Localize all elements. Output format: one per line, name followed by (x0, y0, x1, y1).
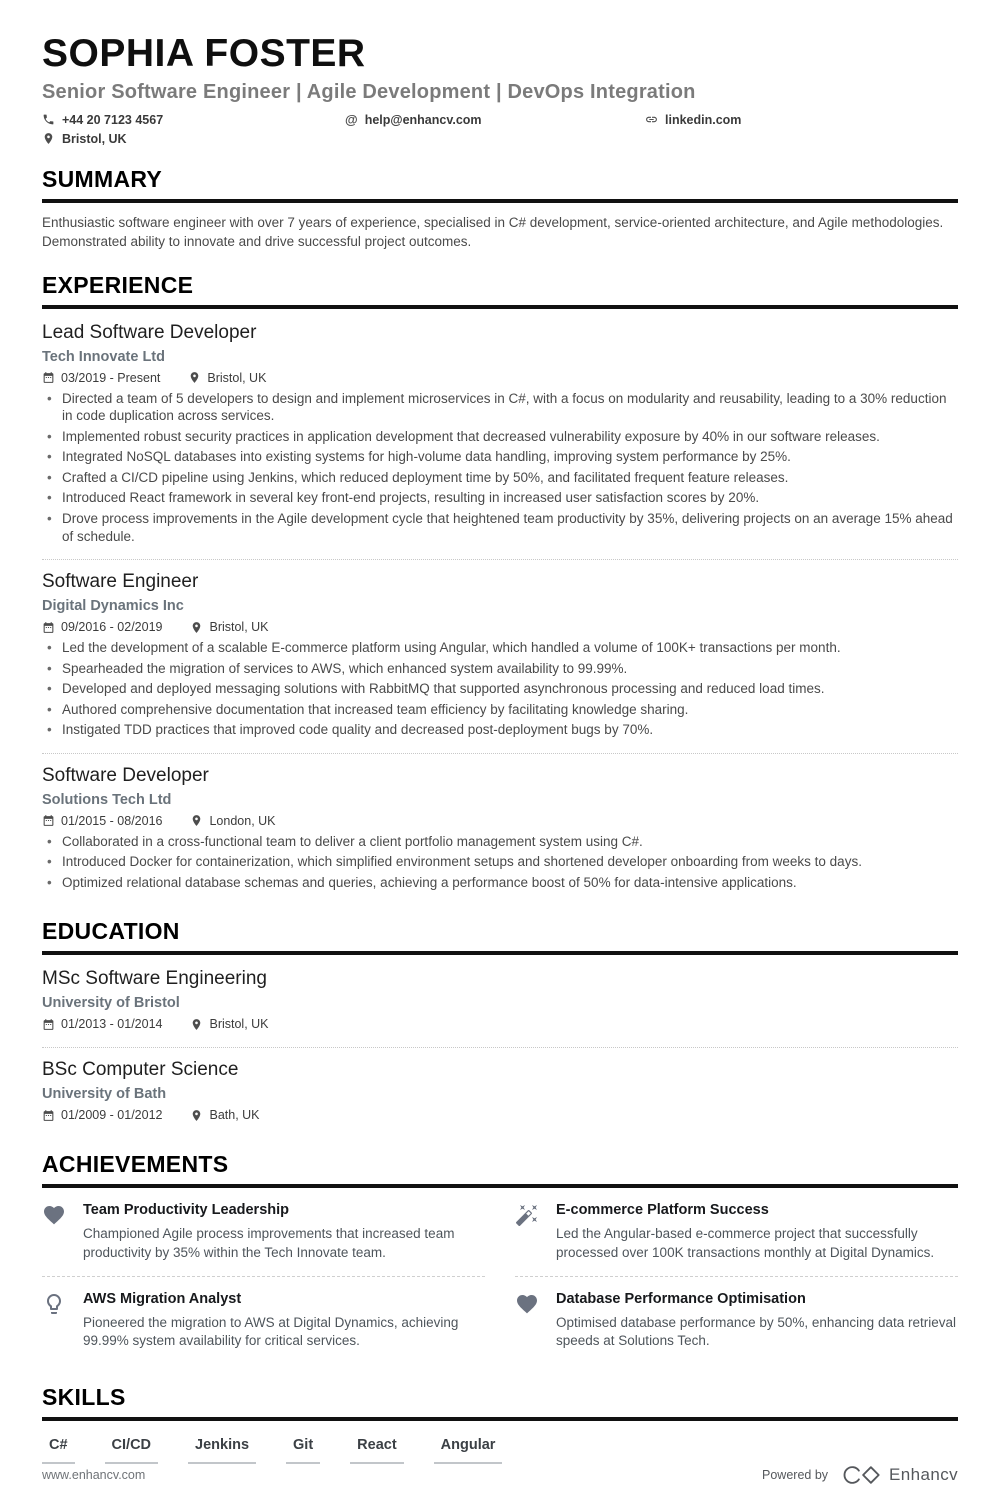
contact-phone-label: +44 20 7123 4567 (62, 112, 164, 127)
degree-location-label: Bath, UK (209, 1108, 260, 1123)
entry-divider (42, 1047, 958, 1048)
job-location-label: London, UK (209, 813, 276, 828)
bullet: • Instigated TDD practices that improved code quality and decreased post-deployment bugs by 70%. (42, 721, 958, 739)
summary-text: Enthusiastic software engineer with over 7 years of experience, specialised in C# development, service-oriented architecture, and Agile methodologies. Demonstrated ability to innovate and drive successful project outcomes. (42, 214, 944, 249)
job-bullets (42, 390, 958, 545)
degree-title: MSc Software Engineering (42, 968, 267, 990)
link-icon (645, 113, 658, 126)
achievement-item (42, 1192, 485, 1276)
achievement-item (515, 1192, 958, 1276)
school-name: University of Bristol (42, 995, 180, 1012)
calendar-icon (42, 621, 55, 634)
calendar-icon (42, 1018, 55, 1031)
skill-tag: CI/CD (105, 1437, 158, 1464)
achievements-heading: ACHIEVEMENTS (42, 1151, 958, 1188)
achievement-item (515, 1277, 958, 1364)
section-achievements (42, 1151, 958, 1364)
location-pin-icon (188, 371, 201, 384)
company-name: Solutions Tech Ltd (42, 791, 172, 808)
achievement-title: Team Productivity Leadership (83, 1202, 290, 1219)
job-dates (42, 620, 162, 634)
degree-location (190, 1108, 259, 1122)
achievements-grid (42, 1188, 958, 1364)
education-entry (42, 1057, 958, 1131)
powered-by-label: Powered by (762, 1468, 829, 1483)
enhancv-logo-icon (840, 1464, 882, 1486)
achievement-title: AWS Migration Analyst (83, 1290, 242, 1307)
brand-name: Enhancv (889, 1465, 958, 1485)
job-location (190, 814, 275, 828)
achievement-title: E-commerce Platform Success (556, 1202, 769, 1219)
calendar-icon (42, 371, 55, 384)
skills-heading: SKILLS (42, 1384, 958, 1421)
section-skills (42, 1384, 958, 1464)
summary-heading: SUMMARY (42, 166, 958, 203)
job-dates-label: 03/2019 - Present (61, 370, 161, 385)
section-experience (42, 272, 958, 899)
location-pin-icon (190, 1018, 203, 1031)
phone-icon (42, 113, 55, 126)
experience-entry (42, 320, 958, 552)
bullet: • Directed a team of 5 developers to design and implement microservices in C#, with a focus on modularity and reusability, leading to a 30% reduction in code duplication across services. (42, 390, 958, 425)
job-dates (42, 371, 160, 385)
skill-tag: Git (286, 1437, 320, 1464)
achievement-title: Database Performance Optimisation (556, 1290, 806, 1307)
degree-dates (42, 1108, 162, 1122)
contact-location-label: Bristol, UK (62, 131, 127, 146)
at-icon: @ (345, 112, 358, 128)
footer (42, 1464, 958, 1486)
heart-icon (515, 1291, 541, 1350)
job-location (190, 620, 268, 634)
achievement-text: Led the Angular-based e-commerce project that successfully processed over 100K transactions monthly at Digital Dynamics. (556, 1226, 935, 1260)
skill-tag: C# (42, 1437, 75, 1464)
contact-link-label: linkedin.com (665, 112, 742, 127)
contact-email[interactable] (345, 113, 645, 127)
footer-website-link[interactable]: www.enhancv.com (42, 1468, 146, 1483)
job-headline: Senior Software Engineer | Agile Development | DevOps Integration (42, 80, 696, 103)
achievement-text: Optimised database performance by 50%, enhancing data retrieval speeds at Solutions Tech. (556, 1314, 956, 1349)
skills-row (42, 1421, 958, 1464)
calendar-icon (42, 1109, 55, 1122)
degree-dates-label: 01/2013 - 01/2014 (61, 1017, 163, 1032)
degree-meta (42, 1108, 958, 1122)
job-meta (42, 371, 958, 385)
location-pin-icon (190, 1109, 203, 1122)
heart-icon (42, 1202, 68, 1261)
skill-tag: Jenkins (188, 1437, 256, 1464)
degree-dates (42, 1017, 162, 1031)
skill-tag: React (350, 1437, 404, 1464)
achievement-text: Pioneered the migration to AWS at Digital Dynamics, achieving 99.99% system availability for critical services. (83, 1314, 459, 1349)
powered-by[interactable] (762, 1464, 958, 1486)
section-education (42, 918, 958, 1131)
location-pin-icon (190, 814, 203, 827)
bullet: • Drove process improvements in the Agile development cycle that heightened team productivity by 35%, delivering projects on an average 15% ahead of schedule. (42, 510, 958, 545)
bullet: • Developed and deployed messaging solutions with RabbitMQ that supported asynchronous processing and reduced load times. (42, 680, 958, 698)
bullet: • Authored comprehensive documentation that increased team efficiency by facilitating knowledge sharing. (42, 701, 958, 719)
achievement-text: Championed Agile process improvements that increased team productivity by 35% within the Tech Innovate team. (83, 1226, 455, 1260)
job-title: Software Engineer (42, 571, 199, 593)
contact-row (42, 113, 958, 146)
company-name: Tech Innovate Ltd (42, 348, 165, 365)
degree-title: BSc Computer Science (42, 1059, 239, 1081)
bullet: • Integrated NoSQL databases into existing systems for high-volume data handling, improving system performance by 25%. (42, 448, 958, 466)
calendar-icon (42, 814, 55, 827)
degree-location-label: Bristol, UK (209, 1017, 269, 1032)
job-location (188, 371, 266, 385)
entry-divider (42, 559, 958, 560)
experience-entry (42, 569, 958, 746)
company-name: Digital Dynamics Inc (42, 598, 184, 615)
job-dates-label: 01/2015 - 08/2016 (61, 813, 163, 828)
enhancv-brand (840, 1464, 958, 1486)
person-name: SOPHIA FOSTER (42, 32, 366, 75)
job-bullets (42, 833, 958, 892)
header (42, 34, 958, 146)
experience-entry (42, 763, 958, 899)
contact-email-label: help@enhancv.com (364, 112, 482, 127)
contact-phone[interactable] (42, 113, 345, 127)
bullet: • Collaborated in a cross-functional team to deliver a client portfolio management system using C#. (42, 833, 958, 851)
degree-dates-label: 01/2009 - 01/2012 (61, 1108, 163, 1123)
bullet: • Implemented robust security practices in application development that decreased vulnerability exposure by 40% in our software releases. (42, 428, 958, 446)
degree-location (190, 1017, 268, 1031)
job-bullets (42, 639, 958, 739)
contact-location (42, 132, 958, 146)
bullet: • Introduced Docker for containerization, which simplified environment setups and shortened developer onboarding from weeks to days. (42, 853, 958, 871)
lightbulb-icon (42, 1291, 68, 1350)
location-pin-icon (190, 621, 203, 634)
school-name: University of Bath (42, 1086, 167, 1103)
job-meta (42, 620, 958, 634)
education-entry (42, 966, 958, 1040)
job-title: Lead Software Developer (42, 321, 257, 343)
job-location-label: Bristol, UK (209, 620, 269, 635)
experience-heading: EXPERIENCE (42, 272, 958, 309)
job-location-label: Bristol, UK (207, 370, 267, 385)
bullet: • Crafted a CI/CD pipeline using Jenkins, which reduced deployment time by 50%, and facilitated frequent feature releases. (42, 469, 958, 487)
skill-tag: Angular (434, 1437, 503, 1464)
entry-divider (42, 753, 958, 754)
section-summary (42, 166, 958, 252)
job-title: Software Developer (42, 764, 209, 786)
bullet: • Introduced React framework in several key front-end projects, resulting in increased user satisfaction scores by 20%. (42, 489, 958, 507)
contact-link[interactable] (645, 113, 958, 127)
job-dates (42, 814, 162, 828)
bullet: • Spearheaded the migration of services to AWS, which enhanced system availability to 99.99%. (42, 660, 958, 678)
degree-meta (42, 1017, 958, 1031)
achievement-item (42, 1277, 485, 1364)
education-heading: EDUCATION (42, 918, 958, 955)
magic-wand-icon (515, 1202, 541, 1261)
bullet: • Optimized relational database schemas and queries, achieving a performance boost of 50% for data-intensive applications. (42, 874, 958, 892)
job-dates-label: 09/2016 - 02/2019 (61, 620, 163, 635)
job-meta (42, 814, 958, 828)
bullet: • Led the development of a scalable E-commerce platform using Angular, which handled a volume of 100K+ transactions per month. (42, 639, 958, 657)
location-pin-icon (42, 132, 55, 145)
